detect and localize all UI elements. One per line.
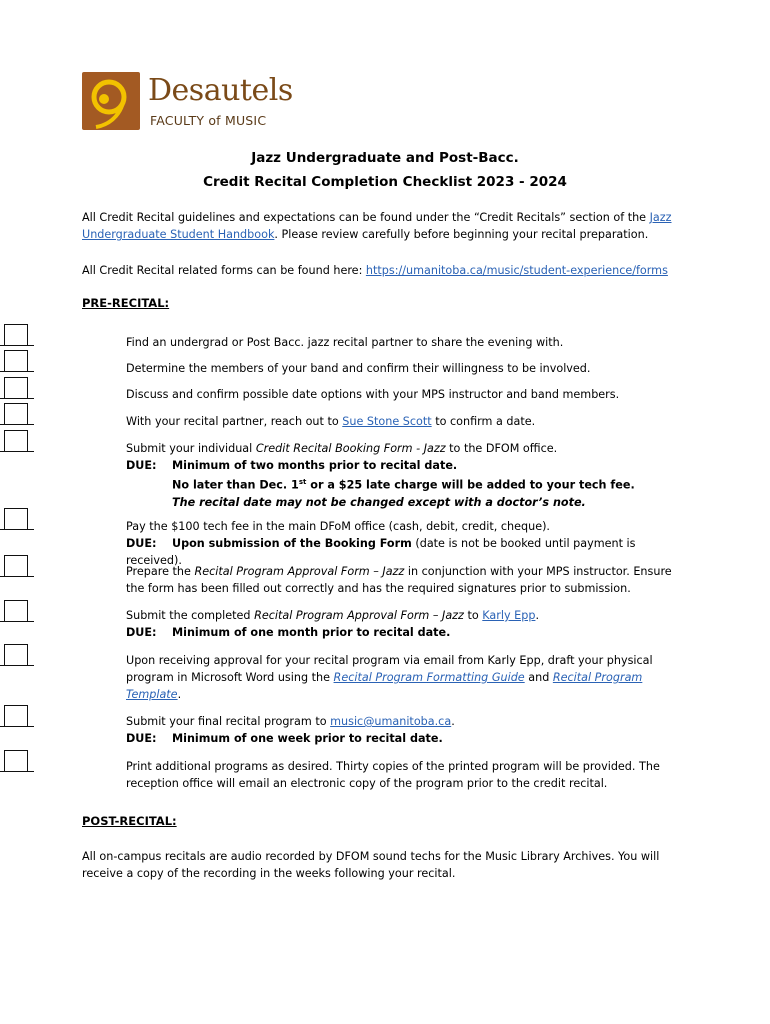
forms-text: All Credit Recital related forms can be found here:	[82, 264, 366, 277]
item-8-due: Minimum of one month prior to recital date.	[172, 626, 451, 639]
item-9-text-b: .	[177, 688, 182, 701]
item-4-text-a: With your recital partner, reach out to	[126, 415, 343, 428]
item-8-text-a: Submit the completed	[126, 609, 255, 622]
item-7-text	[126, 563, 686, 597]
sue-stone-scott-link[interactable]: Sue Stone Scott	[342, 415, 432, 428]
checkbox-8[interactable]	[0, 600, 34, 622]
item-4-text	[126, 413, 686, 430]
forms-paragraph	[82, 262, 692, 279]
item-5-late-sup: st	[298, 478, 307, 486]
item-6-due: Upon submission of the Booking Form	[172, 537, 412, 550]
due-label: DUE:	[126, 626, 157, 639]
item-5-text-b: to the DFOM office.	[445, 442, 558, 455]
item-4-text-b: to confirm a date.	[431, 415, 536, 428]
item-1-text: Find an undergrad or Post Bacc. jazz recital partner to share the evening with.	[126, 336, 564, 349]
intro-text-end: . Please review carefully before beginning your recital preparation.	[274, 228, 649, 241]
item-10-text-a: Submit your final recital program to	[126, 715, 331, 728]
pre-recital-heading: PRE-RECITAL:	[82, 296, 170, 310]
item-10-text	[126, 713, 686, 747]
booking-form-name: Credit Recital Booking Form - Jazz	[255, 442, 446, 455]
item-11-text: Print additional programs as desired. Thirty copies of the printed program will be provided. The reception office will email an electronic copy of the program prior to the credit recital.	[126, 760, 660, 790]
checkbox-4[interactable]	[0, 403, 34, 425]
handbook-link[interactable]: Jazz Undergraduate Student Handbook	[82, 211, 672, 241]
item-3-text: Discuss and confirm possible date options with your MPS instructor and band members.	[126, 388, 620, 401]
item-8-text-b: .	[535, 609, 539, 622]
item-9-text-mid: and	[524, 671, 553, 684]
checkbox-1[interactable]	[0, 324, 34, 346]
item-5-text	[126, 440, 686, 511]
approval-form-name: Recital Program Approval Form – Jazz	[194, 565, 405, 578]
checkbox-10[interactable]	[0, 705, 34, 727]
item-6-text	[126, 518, 686, 569]
music-clef-logo-icon	[82, 72, 140, 130]
item-5-note: The recital date may not be changed except with a doctor’s note.	[172, 495, 586, 509]
item-5-late-b: or a $25 late charge will be added to your tech fee.	[306, 478, 635, 492]
item-6-due-rest: (date is not be booked until payment is received).	[126, 537, 636, 567]
intro-text: All Credit Recital guidelines and expectations can be found under the “Credit Recitals” section of the	[82, 211, 650, 224]
checkbox-9[interactable]	[0, 644, 34, 666]
item-5-text-a: Submit your individual	[126, 442, 256, 455]
checkbox-7[interactable]	[0, 555, 34, 577]
desautels-logo	[82, 72, 292, 134]
approval-form-name-2: Recital Program Approval Form – Jazz	[254, 609, 464, 622]
item-7-text-a: Prepare the	[126, 565, 195, 578]
document-subtitle: Credit Recital Completion Checklist 2023 - 2024	[203, 174, 567, 190]
item-6-main: Pay the $100 tech fee in the main DFoM office (cash, debit, credit, cheque).	[126, 520, 550, 533]
checkbox-6[interactable]	[0, 508, 34, 530]
formatting-guide-link[interactable]: Recital Program Formatting Guide	[333, 671, 525, 684]
logo-name: Desautels	[148, 73, 293, 108]
intro-paragraph	[82, 209, 692, 243]
post-recital-text: All on-campus recitals are audio recorded by DFOM sound techs for the Music Library Archives. You will receive a copy of the recording in the weeks following your recital.	[82, 850, 660, 880]
due-label: DUE:	[126, 732, 157, 745]
due-label: DUE:	[126, 537, 157, 550]
music-email-link[interactable]: music@umanitoba.ca	[330, 715, 452, 728]
item-7-text-b: in conjunction with your MPS instructor. Ensure the form has been filled out correctly and has the required signatures prior to submission.	[126, 565, 672, 595]
document-title: Jazz Undergraduate and Post-Bacc.	[251, 150, 519, 166]
due-label: DUE:	[126, 459, 157, 472]
item-9-text	[126, 652, 686, 703]
post-recital-heading: POST-RECITAL:	[82, 814, 177, 828]
checkbox-2[interactable]	[0, 350, 34, 372]
item-8-text-mid: to	[463, 609, 483, 622]
item-5-due: Minimum of two months prior to recital date.	[172, 459, 458, 472]
logo-subtitle: FACULTY of MUSIC	[150, 113, 267, 128]
item-8-text	[126, 607, 686, 641]
karly-epp-link[interactable]: Karly Epp	[482, 609, 536, 622]
item-10-due: Minimum of one week prior to recital date.	[172, 732, 443, 745]
forms-link[interactable]: https://umanitoba.ca/music/student-experience/forms	[365, 264, 668, 277]
item-10-text-b: .	[451, 715, 455, 728]
program-template-link[interactable]: Recital Program Template	[126, 671, 643, 701]
checkbox-3[interactable]	[0, 377, 34, 399]
checkbox-11[interactable]	[0, 750, 34, 772]
item-5-late-a: No later than Dec. 1	[172, 478, 299, 492]
checkbox-5[interactable]	[0, 430, 34, 452]
item-2-text: Determine the members of your band and confirm their willingness to be involved.	[126, 362, 591, 375]
item-9-text-a: Upon receiving approval for your recital program via email from Karly Epp, draft your physical program in Microsoft Word using the	[126, 654, 653, 684]
